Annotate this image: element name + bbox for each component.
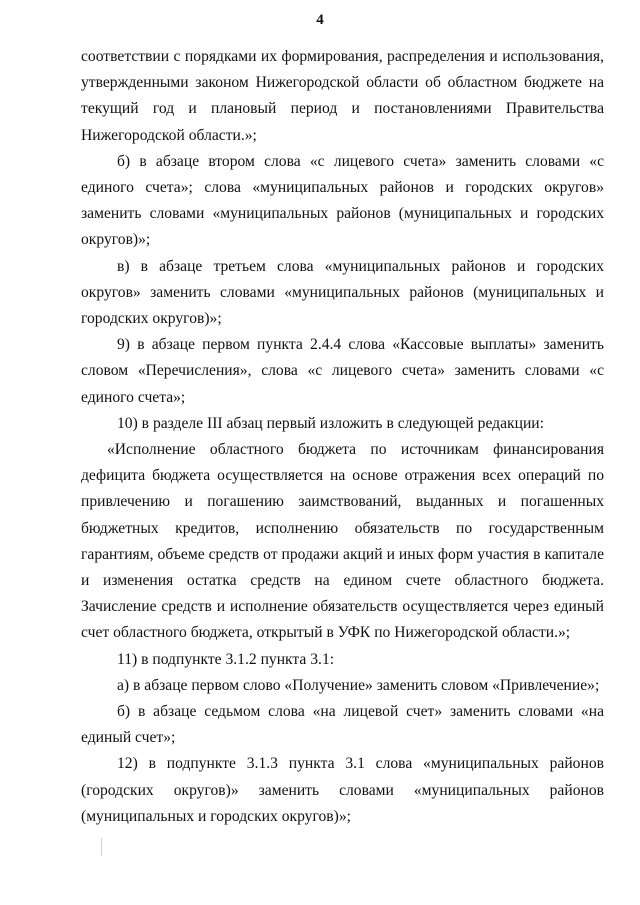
paragraph-continuation: соответствии с порядками их формирования, распределения и использования, утвержденными законом Нижегородской области об областном бюджете на текущий год и плановый период и постановлениями Правительства Нижегородской области.»; <box>81 48 604 144</box>
scan-mark <box>101 838 102 856</box>
paragraph-item-9: 9) в абзаце первом пункта 2.4.4 слова «Кассовые выплаты» заменить словом «Перечисления», слова «с лицевого счета» заменить словами «с единого счета»; <box>81 336 604 406</box>
page-number: 4 <box>316 12 324 28</box>
paragraph-item-10: 10) в разделе III абзац первый изложить в следующей редакции: <box>117 414 544 432</box>
paragraph-item-11-b: б) в абзаце седьмом слова «на лицевой счет» заменить словами «на единый счет»; <box>81 703 604 747</box>
paragraph-item-12: 12) в подпункте 3.1.3 пункта 3.1 слова «муниципальных районов (городских округов)» заменить словами «муниципальных районов (муниципальных и городских округов)»; <box>81 755 604 825</box>
paragraph-item-11: 11) в подпункте 3.1.2 пункта 3.1: <box>117 650 335 668</box>
paragraph-item-b-second: б) в абзаце втором слова «с лицевого счета» заменить словами «с единого счета»; слова «муниципальных районов и городских округов» заменить словами «муниципальных районов (муниципальных и городских округов)»; <box>81 152 604 249</box>
paragraph-quoted-section-3: «Исполнение областного бюджета по источникам финансирования дефицита бюджета осуществляется на основе отражения всех операций по привлечению и погашению заимствований, выданных и погашенных бюджетных кредитов, исполнению обязательств по государственным гарантиям, объеме средств от продажи акций и иных форм участия в капитале и изменения остатка средств на едином счете областного бюджета. Зачисление средств и исполнение обязательств осуществляется через единый счет областного бюджета, открытый в УФК по Нижегородской области.»; <box>81 441 604 642</box>
document-body <box>81 44 604 830</box>
paragraph-item-11-a: а) в абзаце первом слово «Получение» заменить словом «Привлечение»; <box>117 676 600 694</box>
paragraph-item-v-third: в) в абзаце третьем слова «муниципальных районов и городских округов» заменить словами «муниципальных районов (муниципальных и городских округов)»; <box>81 257 604 328</box>
